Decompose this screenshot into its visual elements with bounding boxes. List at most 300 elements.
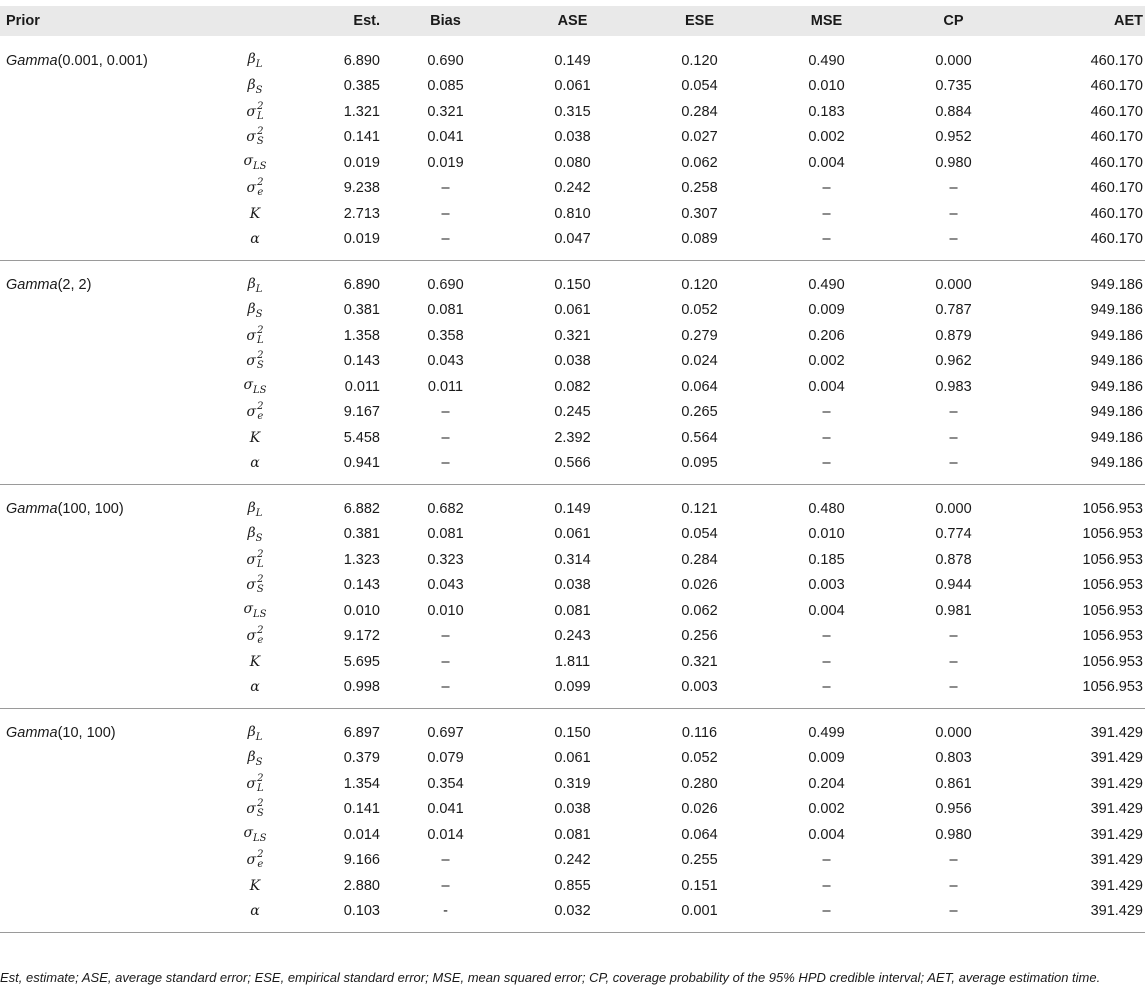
cell-cp: 0.735 <box>935 78 972 95</box>
cell-ase: 0.038 <box>554 801 591 818</box>
cell-ase: 0.566 <box>554 455 591 471</box>
param-alpha: α <box>250 903 260 919</box>
cell-aet: 1056.953 <box>1082 577 1143 594</box>
cell-mse: 0.002 <box>808 129 845 146</box>
param-beta-l: $\beta_L$ <box>247 275 263 295</box>
param-alpha: α <box>250 679 260 695</box>
cell-ase: 0.099 <box>554 679 591 695</box>
cell-cp: 0.774 <box>935 526 972 543</box>
param-beta-s: $\beta_S$ <box>247 300 263 320</box>
table-row <box>0 451 1145 485</box>
cell-mse: 0.490 <box>808 52 845 69</box>
cell-cp: 0.884 <box>935 103 972 120</box>
cell-aet: 949.186 <box>1090 277 1143 293</box>
table-row <box>0 176 1145 202</box>
cell-ase: 0.150 <box>554 277 591 293</box>
cell-cp: – <box>949 852 958 869</box>
cell-ase: 0.038 <box>554 129 591 146</box>
param-sigma-sq-s: σ 2 S <box>246 126 264 148</box>
cell-aet: 1056.953 <box>1082 501 1143 517</box>
param-sigma-sq-e: σ 2 e <box>246 849 264 871</box>
cell-cp: 0.980 <box>935 154 972 171</box>
cell-ese: 0.284 <box>681 103 718 120</box>
cell-mse: 0.204 <box>808 775 845 792</box>
cell-cp: 0.000 <box>935 501 972 517</box>
cell-mse: 0.499 <box>808 725 845 741</box>
cell-cp: 0.000 <box>935 52 972 69</box>
cell-mse: 0.185 <box>808 551 845 568</box>
header-row <box>0 6 1145 36</box>
table-row <box>0 624 1145 650</box>
cell-est: 1.358 <box>343 327 380 344</box>
cell-aet: 949.186 <box>1090 302 1143 319</box>
cell-bias: 0.014 <box>427 826 464 843</box>
cell-mse: 0.004 <box>808 602 845 619</box>
param-k: K <box>249 205 261 222</box>
cell-bias: 0.690 <box>427 52 464 69</box>
cell-cp: – <box>949 404 958 421</box>
cell-ese: 0.062 <box>681 602 718 619</box>
param-sigma-sq-l: σ 2 L <box>246 100 264 122</box>
cell-mse: 0.183 <box>808 103 845 120</box>
param-sigma-sq-l: σ 2 L <box>246 772 264 794</box>
cell-est: 0.103 <box>343 903 380 919</box>
cell-aet: 460.170 <box>1090 52 1143 69</box>
cell-ese: 0.052 <box>681 750 718 767</box>
cell-cp: 0.000 <box>935 725 972 741</box>
cell-ese: 0.284 <box>681 551 718 568</box>
prior-cell <box>0 176 225 202</box>
table-row <box>0 298 1145 324</box>
cell-est: 5.695 <box>343 653 380 670</box>
cell-cp: 0.787 <box>935 302 972 319</box>
cell-mse: – <box>822 455 831 471</box>
cell-est: 6.882 <box>343 501 380 517</box>
cell-est: 2.713 <box>343 205 380 222</box>
cell-est: 2.880 <box>343 877 380 894</box>
cell-ese: 0.095 <box>681 455 718 471</box>
results-table <box>0 6 1145 933</box>
cell-est: 5.458 <box>343 429 380 446</box>
cell-ase: 0.061 <box>554 302 591 319</box>
cell-aet: 1056.953 <box>1082 628 1143 645</box>
cell-ase: 0.314 <box>554 551 591 568</box>
prior-cell <box>0 484 225 522</box>
cell-cp: 0.980 <box>935 826 972 843</box>
cell-cp: 0.944 <box>935 577 972 594</box>
prior-group <box>0 708 1145 932</box>
cell-ase: 0.080 <box>554 154 591 171</box>
cell-bias: - <box>443 903 448 919</box>
cell-ase: 0.081 <box>554 602 591 619</box>
cell-mse: 0.009 <box>808 302 845 319</box>
cell-est: 0.385 <box>343 78 380 95</box>
cell-ese: 0.052 <box>681 302 718 319</box>
cell-bias: 0.697 <box>427 725 464 741</box>
cell-mse: 0.004 <box>808 826 845 843</box>
cell-ase: 0.245 <box>554 404 591 421</box>
cell-aet: 391.429 <box>1090 725 1143 741</box>
cell-bias: – <box>441 877 450 894</box>
cell-bias: – <box>441 180 450 197</box>
cell-bias: 0.690 <box>427 277 464 293</box>
table-row <box>0 323 1145 349</box>
cell-est: 1.354 <box>343 775 380 792</box>
cell-mse: – <box>822 877 831 894</box>
cell-ase: 0.150 <box>554 725 591 741</box>
table-row <box>0 125 1145 151</box>
prior-cell <box>0 260 225 298</box>
cell-mse: 0.004 <box>808 154 845 171</box>
table-row <box>0 746 1145 772</box>
cell-ase: 0.047 <box>554 231 591 247</box>
table-row <box>0 201 1145 227</box>
prior-cell <box>0 451 225 485</box>
param-sigma-ls: $\sigma_{LS}$ <box>243 825 267 845</box>
cell-ese: 0.564 <box>681 429 718 446</box>
prior-name: Gamma <box>6 725 58 741</box>
cell-est: 6.890 <box>343 52 380 69</box>
cell-aet: 460.170 <box>1090 205 1143 222</box>
cell-est: 6.890 <box>343 277 380 293</box>
cell-cp: 0.962 <box>935 353 972 370</box>
cell-bias: – <box>441 205 450 222</box>
cell-ase: 2.392 <box>554 429 591 446</box>
cell-bias: 0.081 <box>427 302 464 319</box>
cell-est: 9.238 <box>343 180 380 197</box>
param-sigma-sq-e: σ 2 e <box>246 625 264 647</box>
cell-ese: 0.120 <box>681 52 718 69</box>
prior-cell <box>0 323 225 349</box>
cell-est: 0.014 <box>343 826 380 843</box>
prior-cell <box>0 425 225 451</box>
prior-cell <box>0 598 225 624</box>
prior-cell <box>0 125 225 151</box>
cell-est: 0.019 <box>343 231 380 247</box>
cell-mse: – <box>822 653 831 670</box>
cell-mse: – <box>822 205 831 222</box>
cell-cp: – <box>949 429 958 446</box>
cell-cp: – <box>949 903 958 919</box>
prior-cell <box>0 624 225 650</box>
prior-name: Gamma <box>6 501 58 517</box>
prior-cell <box>0 873 225 899</box>
prior-cell <box>0 349 225 375</box>
prior-cell <box>0 547 225 573</box>
prior-cell <box>0 74 225 100</box>
prior-cell <box>0 374 225 400</box>
cell-cp: 0.878 <box>935 551 972 568</box>
cell-est: 0.381 <box>343 302 380 319</box>
param-beta-s: $\beta_S$ <box>247 524 263 544</box>
cell-ase: 0.315 <box>554 103 591 120</box>
cell-cp: 0.000 <box>935 277 972 293</box>
table-row <box>0 74 1145 100</box>
cell-est: 1.323 <box>343 551 380 568</box>
param-beta-s: $\beta_S$ <box>247 748 263 768</box>
cell-ase: 0.038 <box>554 577 591 594</box>
cell-ese: 0.280 <box>681 775 718 792</box>
cell-cp: – <box>949 679 958 695</box>
cell-mse: 0.010 <box>808 526 845 543</box>
cell-aet: 949.186 <box>1090 378 1143 395</box>
cell-cp: 0.861 <box>935 775 972 792</box>
cell-bias: – <box>441 231 450 247</box>
prior-cell <box>0 746 225 772</box>
cell-ese: 0.054 <box>681 526 718 543</box>
cell-ese: 0.024 <box>681 353 718 370</box>
cell-cp: 0.803 <box>935 750 972 767</box>
cell-mse: 0.009 <box>808 750 845 767</box>
cell-ase: 0.061 <box>554 78 591 95</box>
cell-aet: 391.429 <box>1090 775 1143 792</box>
cell-est: 0.998 <box>343 679 380 695</box>
param-k: K <box>249 877 261 894</box>
param-sigma-sq-e: σ 2 e <box>246 401 264 423</box>
cell-mse: – <box>822 679 831 695</box>
table-row <box>0 675 1145 709</box>
cell-bias: – <box>441 404 450 421</box>
cell-aet: 460.170 <box>1090 180 1143 197</box>
cell-cp: – <box>949 455 958 471</box>
cell-est: 0.381 <box>343 526 380 543</box>
cell-aet: 1056.953 <box>1082 526 1143 543</box>
table-row <box>0 547 1145 573</box>
cell-mse: – <box>822 231 831 247</box>
cell-est: 9.172 <box>343 628 380 645</box>
cell-aet: 1056.953 <box>1082 653 1143 670</box>
cell-cp: – <box>949 653 958 670</box>
prior-cell <box>0 573 225 599</box>
cell-aet: 949.186 <box>1090 327 1143 344</box>
header-bias: Bias <box>382 6 509 36</box>
cell-aet: 391.429 <box>1090 826 1143 843</box>
prior-cell <box>0 822 225 848</box>
cell-ese: 0.258 <box>681 180 718 197</box>
cell-aet: 1056.953 <box>1082 679 1143 695</box>
cell-aet: 460.170 <box>1090 103 1143 120</box>
cell-ase: 0.242 <box>554 852 591 869</box>
header-prior: Prior <box>0 6 225 36</box>
prior-cell <box>0 771 225 797</box>
cell-bias: 0.010 <box>427 602 464 619</box>
cell-est: 0.941 <box>343 455 380 471</box>
table-row <box>0 374 1145 400</box>
prior-group <box>0 36 1145 260</box>
header-ase: ASE <box>509 6 636 36</box>
table-row <box>0 99 1145 125</box>
cell-est: 0.010 <box>343 602 380 619</box>
cell-aet: 1056.953 <box>1082 602 1143 619</box>
table-row <box>0 797 1145 823</box>
cell-bias: 0.041 <box>427 129 464 146</box>
prior-cell <box>0 708 225 746</box>
cell-ese: 0.001 <box>681 903 718 919</box>
param-sigma-sq-s: σ 2 S <box>246 574 264 596</box>
cell-cp: – <box>949 231 958 247</box>
param-beta-l: $\beta_L$ <box>247 51 263 71</box>
prior-args: (0.001, 0.001) <box>57 52 148 69</box>
cell-cp: – <box>949 877 958 894</box>
cell-bias: 0.358 <box>427 327 464 344</box>
cell-est: 9.166 <box>343 852 380 869</box>
cell-bias: 0.019 <box>427 154 464 171</box>
cell-ese: 0.256 <box>681 628 718 645</box>
cell-est: 0.019 <box>343 154 380 171</box>
cell-est: 1.321 <box>343 103 380 120</box>
cell-mse: – <box>822 429 831 446</box>
cell-aet: 391.429 <box>1090 750 1143 767</box>
cell-bias: 0.321 <box>427 103 464 120</box>
cell-aet: 391.429 <box>1090 852 1143 869</box>
cell-aet: 391.429 <box>1090 801 1143 818</box>
table-row <box>0 150 1145 176</box>
cell-bias: 0.043 <box>427 353 464 370</box>
cell-ase: 0.242 <box>554 180 591 197</box>
cell-mse: 0.490 <box>808 277 845 293</box>
prior-args: (100, 100) <box>57 501 124 517</box>
table-row <box>0 899 1145 933</box>
table-row <box>0 400 1145 426</box>
table-row <box>0 260 1145 298</box>
cell-mse: – <box>822 404 831 421</box>
cell-ase: 0.149 <box>554 52 591 69</box>
prior-cell <box>0 298 225 324</box>
table-row <box>0 425 1145 451</box>
cell-ese: 0.027 <box>681 129 718 146</box>
cell-ase: 0.810 <box>554 205 591 222</box>
cell-ese: 0.255 <box>681 852 718 869</box>
header-parameter <box>225 6 285 36</box>
cell-cp: 0.981 <box>935 602 972 619</box>
cell-mse: 0.002 <box>808 801 845 818</box>
cell-bias: 0.081 <box>427 526 464 543</box>
prior-cell <box>0 99 225 125</box>
cell-bias: 0.041 <box>427 801 464 818</box>
cell-mse: 0.002 <box>808 353 845 370</box>
cell-est: 0.379 <box>343 750 380 767</box>
param-alpha: α <box>250 231 260 247</box>
param-sigma-sq-e: σ 2 e <box>246 177 264 199</box>
cell-aet: 949.186 <box>1090 429 1143 446</box>
cell-bias: 0.682 <box>427 501 464 517</box>
cell-ese: 0.279 <box>681 327 718 344</box>
param-k: K <box>249 653 261 670</box>
cell-aet: 949.186 <box>1090 353 1143 370</box>
table-row <box>0 649 1145 675</box>
cell-mse: 0.480 <box>808 501 845 517</box>
table-footnote: Est, estimate; ASE, average standard error; ESE, empirical standard error; MSE, mean squared error; CP, coverage probability of the 95% HPD credible interval; AET, average estimation time. <box>0 970 1101 985</box>
cell-ese: 0.064 <box>681 826 718 843</box>
table-row <box>0 349 1145 375</box>
table-row <box>0 873 1145 899</box>
cell-est: 0.143 <box>343 577 380 594</box>
cell-bias: 0.043 <box>427 577 464 594</box>
prior-group <box>0 484 1145 708</box>
header-est: Est. <box>285 6 382 36</box>
param-k: K <box>249 429 261 446</box>
cell-est: 9.167 <box>343 404 380 421</box>
cell-bias: 0.085 <box>427 78 464 95</box>
table-row <box>0 484 1145 522</box>
cell-ase: 0.082 <box>554 378 591 395</box>
header-mse: MSE <box>763 6 890 36</box>
prior-cell <box>0 227 225 261</box>
cell-cp: – <box>949 205 958 222</box>
cell-mse: 0.010 <box>808 78 845 95</box>
param-sigma-sq-s: σ 2 S <box>246 350 264 372</box>
cell-ase: 0.321 <box>554 327 591 344</box>
cell-bias: 0.011 <box>427 378 464 395</box>
cell-ese: 0.116 <box>681 725 718 741</box>
cell-cp: 0.879 <box>935 327 972 344</box>
table-row <box>0 822 1145 848</box>
cell-cp: 0.956 <box>935 801 972 818</box>
prior-args: (10, 100) <box>57 725 116 741</box>
prior-cell <box>0 848 225 874</box>
cell-est: 0.011 <box>344 378 380 395</box>
param-sigma-sq-s: σ 2 S <box>246 798 264 820</box>
param-sigma-ls: $\sigma_{LS}$ <box>243 377 267 397</box>
results-table-container <box>0 6 1145 933</box>
param-beta-l: $\beta_L$ <box>247 499 263 519</box>
table-row <box>0 227 1145 261</box>
cell-ase: 0.855 <box>554 877 591 894</box>
cell-mse: – <box>822 180 831 197</box>
table-row <box>0 848 1145 874</box>
cell-bias: – <box>441 455 450 471</box>
table-header <box>0 6 1145 36</box>
prior-cell <box>0 675 225 709</box>
cell-ese: 0.026 <box>681 577 718 594</box>
cell-ase: 0.149 <box>554 501 591 517</box>
cell-ese: 0.151 <box>681 877 718 894</box>
cell-cp: – <box>949 180 958 197</box>
cell-ase: 0.061 <box>554 750 591 767</box>
cell-bias: – <box>441 429 450 446</box>
cell-ase: 0.243 <box>554 628 591 645</box>
cell-est: 6.897 <box>343 725 380 741</box>
table-row <box>0 708 1145 746</box>
cell-est: 0.143 <box>343 353 380 370</box>
param-sigma-ls: $\sigma_{LS}$ <box>243 153 267 173</box>
cell-cp: 0.983 <box>935 378 972 395</box>
prior-cell <box>0 899 225 933</box>
cell-bias: – <box>441 628 450 645</box>
table-row <box>0 598 1145 624</box>
cell-mse: – <box>822 628 831 645</box>
cell-aet: 460.170 <box>1090 154 1143 171</box>
cell-ese: 0.120 <box>681 277 718 293</box>
header-ese: ESE <box>636 6 763 36</box>
param-beta-s: $\beta_S$ <box>247 76 263 96</box>
param-sigma-sq-l: σ 2 L <box>246 548 264 570</box>
prior-cell <box>0 649 225 675</box>
cell-bias: 0.323 <box>427 551 464 568</box>
cell-mse: – <box>822 852 831 869</box>
prior-group <box>0 260 1145 484</box>
prior-args: (2, 2) <box>57 277 92 293</box>
prior-name: Gamma <box>6 277 58 293</box>
prior-cell <box>0 522 225 548</box>
param-sigma-ls: $\sigma_{LS}$ <box>243 601 267 621</box>
cell-ese: 0.307 <box>681 205 718 222</box>
cell-bias: – <box>441 852 450 869</box>
cell-ase: 0.061 <box>554 526 591 543</box>
cell-ese: 0.089 <box>681 231 718 247</box>
cell-ase: 0.081 <box>554 826 591 843</box>
cell-ase: 0.319 <box>554 775 591 792</box>
